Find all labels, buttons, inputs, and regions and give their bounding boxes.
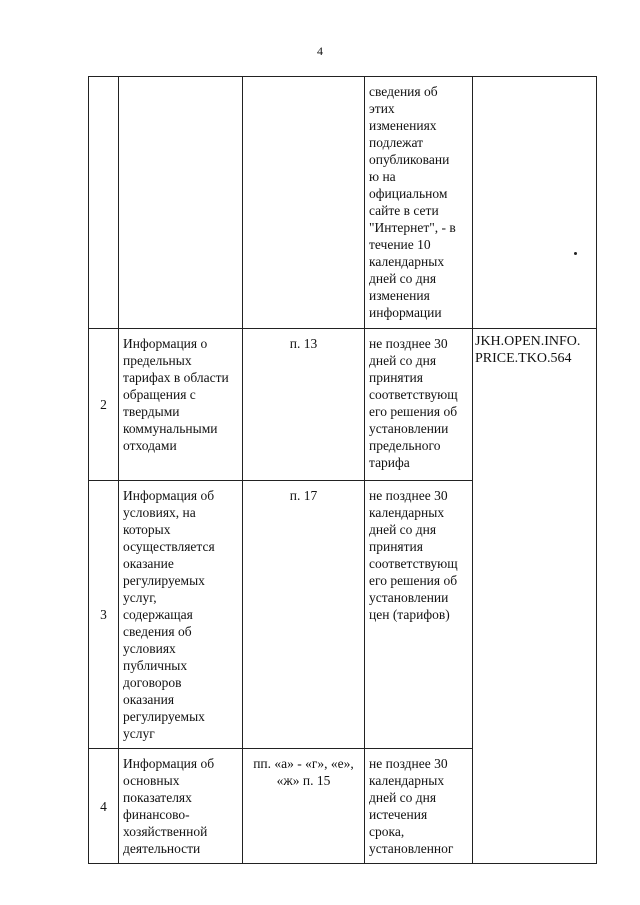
reference-cell: п. 17: [243, 481, 365, 749]
reference-cell: [243, 77, 365, 329]
row-number-cell: [89, 77, 119, 329]
deadline-cell: не позднее 30 календарных дней со дня принятия соответствующ его решения об установлении цен (тарифов): [365, 481, 473, 749]
stray-mark: [574, 252, 577, 255]
deadline-cell: сведения об этих изменениях подлежат опубликовани ю на официальном сайте в сети "Интернет", - в течение 10 календарных дней со дня изменения информации: [365, 77, 473, 329]
info-cell: Информация о предельных тарифах в области обращения с твердыми коммунальными отходами: [119, 329, 243, 481]
row-number-cell: 4: [89, 749, 119, 864]
info-cell: Информация об условиях, на которых осуществляется оказание регулируемых услуг, содержащая сведения об условиях публичных договоров оказания регулируемых услуг: [119, 481, 243, 749]
reference-cell: пп. «а» - «г», «е», «ж» п. 15: [243, 749, 365, 864]
code-cell: JKH.OPEN.INFO. PRICE.TKO.564: [473, 329, 597, 864]
reference-cell: п. 13: [243, 329, 365, 481]
page-number: 4: [317, 44, 323, 58]
row-number-cell: 3: [89, 481, 119, 749]
deadline-cell: не позднее 30 календарных дней со дня истечения срока, установленног: [365, 749, 473, 864]
row-number-cell: 2: [89, 329, 119, 481]
code-cell: [473, 77, 597, 329]
info-cell: Информация об основных показателях финансово- хозяйственной деятельности: [119, 749, 243, 864]
info-cell: [119, 77, 243, 329]
table-row: [89, 77, 597, 329]
deadline-cell: не позднее 30 дней со дня принятия соответствующ его решения об установлении предельного тарифа: [365, 329, 473, 481]
document-table: [88, 76, 597, 864]
table-row: [89, 329, 597, 481]
